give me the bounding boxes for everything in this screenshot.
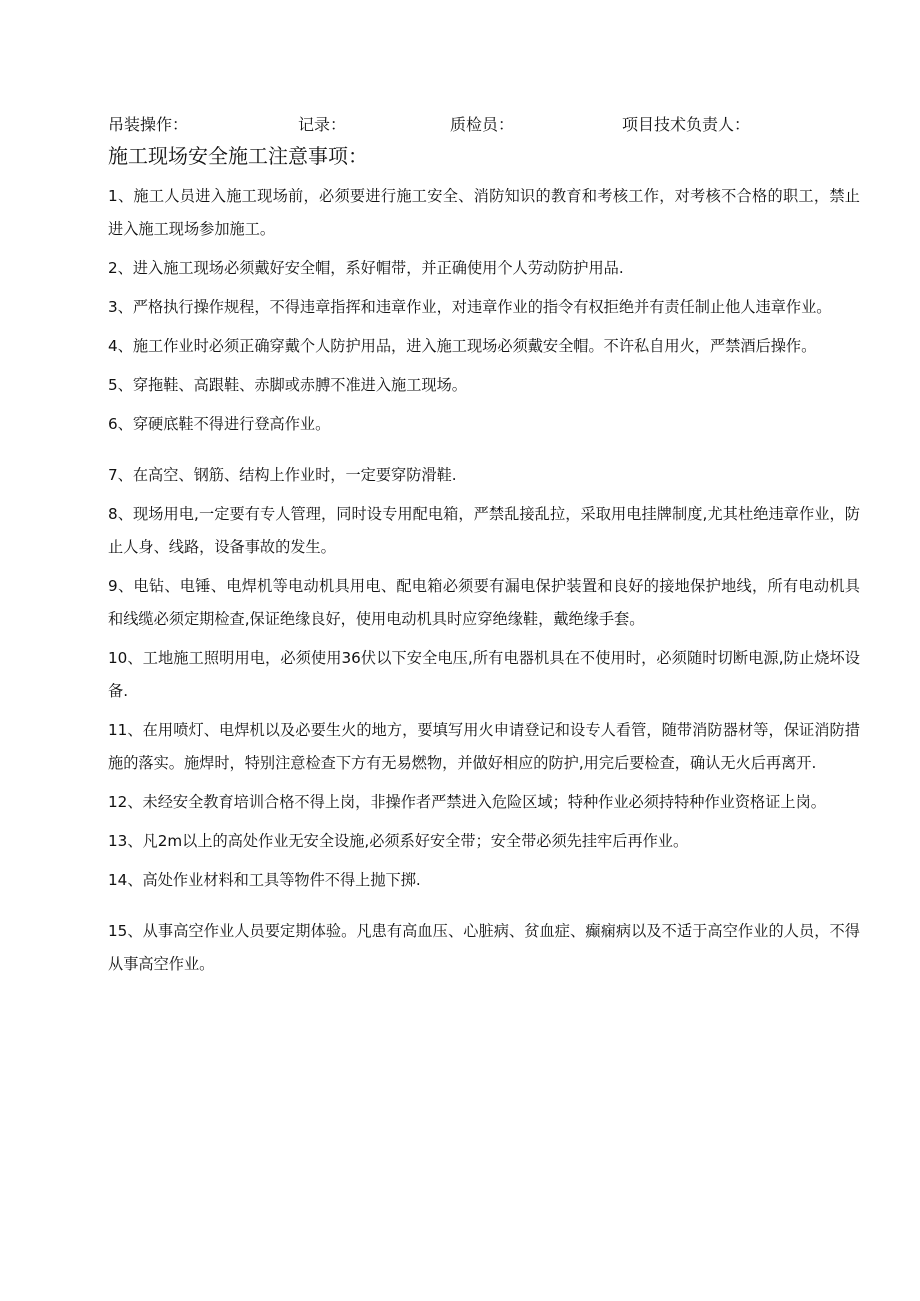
signature-row	[108, 112, 828, 138]
list-item-9: 9、电钻、电锤、电焊机等电动机具用电、配电箱必须要有漏电保护装置和良好的接地保护地线，所有电动机具和线缆必须定期检查,保证绝缘良好，使用电动机具时应穿绝缘鞋，戴绝缘手套。	[108, 577, 860, 628]
signature-hoisting-label: 吊装操作：	[108, 115, 189, 134]
list-item-11: 11、在用喷灯、电焊机以及必要生火的地方，要填写用火申请登记和设专人看管，随带消防器材等，保证消防措施的落实。施焊时，特别注意检查下方有无易燃物，并做好相应的防护,用完后要检查，确认无火后再离开.	[108, 721, 860, 772]
list-item-10: 10、工地施工照明用电，必须使用36伏以下安全电压,所有电器机具在不使用时，必须随时切断电源,防止烧坏设备.	[108, 649, 860, 700]
list-item-7: 7、在高空、钢筋、结构上作业时，一定要穿防滑鞋.	[108, 466, 457, 484]
signature-record-label: 记录：	[298, 115, 347, 134]
list-item-4: 4、施工作业时必须正确穿戴个人防护用品，进入施工现场必须戴安全帽。不许私自用火，严禁酒后操作。	[108, 337, 817, 355]
list-item-14: 14、高处作业材料和工具等物件不得上抛下掷.	[108, 871, 421, 889]
list-item-2: 2、进入施工现场必须戴好安全帽，系好帽带，并正确使用个人劳动防护用品.	[108, 259, 624, 277]
list-item-8: 8、现场用电,一定要有专人管理，同时设专用配电箱，严禁乱接乱拉，采取用电挂牌制度,尤其杜绝违章作业，防止人身、线路，设备事故的发生。	[108, 505, 860, 556]
list-item-13: 13、凡2m以上的高处作业无安全设施,必须系好安全带；安全带必须先挂牢后再作业。	[108, 832, 689, 850]
list-item-15: 15、从事高空作业人员要定期体验。凡患有高血压、心脏病、贫血症、癫痫病以及不适于高空作业的人员，不得从事高空作业。	[108, 922, 860, 973]
safety-items-list	[108, 180, 860, 987]
list-item-1: 1、施工人员进入施工现场前，必须要进行施工安全、消防知识的教育和考核工作，对考核不合格的职工，禁止进入施工现场参加施工。	[108, 187, 860, 238]
list-item-3: 3、严格执行操作规程，不得违章指挥和违章作业，对违章作业的指令有权拒绝并有责任制止他人违章作业。	[108, 298, 832, 316]
page-title: 施工现场安全施工注意事项：	[108, 144, 368, 168]
list-item-6: 6、穿硬底鞋不得进行登高作业。	[108, 415, 331, 433]
signature-tech-lead-label: 项目技术负责人：	[622, 115, 751, 134]
signature-inspector-label: 质检员：	[450, 115, 515, 134]
list-item-5: 5、穿拖鞋、高跟鞋、赤脚或赤膊不准进入施工现场。	[108, 376, 467, 394]
list-item-12: 12、未经安全教育培训合格不得上岗，非操作者严禁进入危险区域；特种作业必须持特种作业资格证上岗。	[108, 793, 826, 811]
